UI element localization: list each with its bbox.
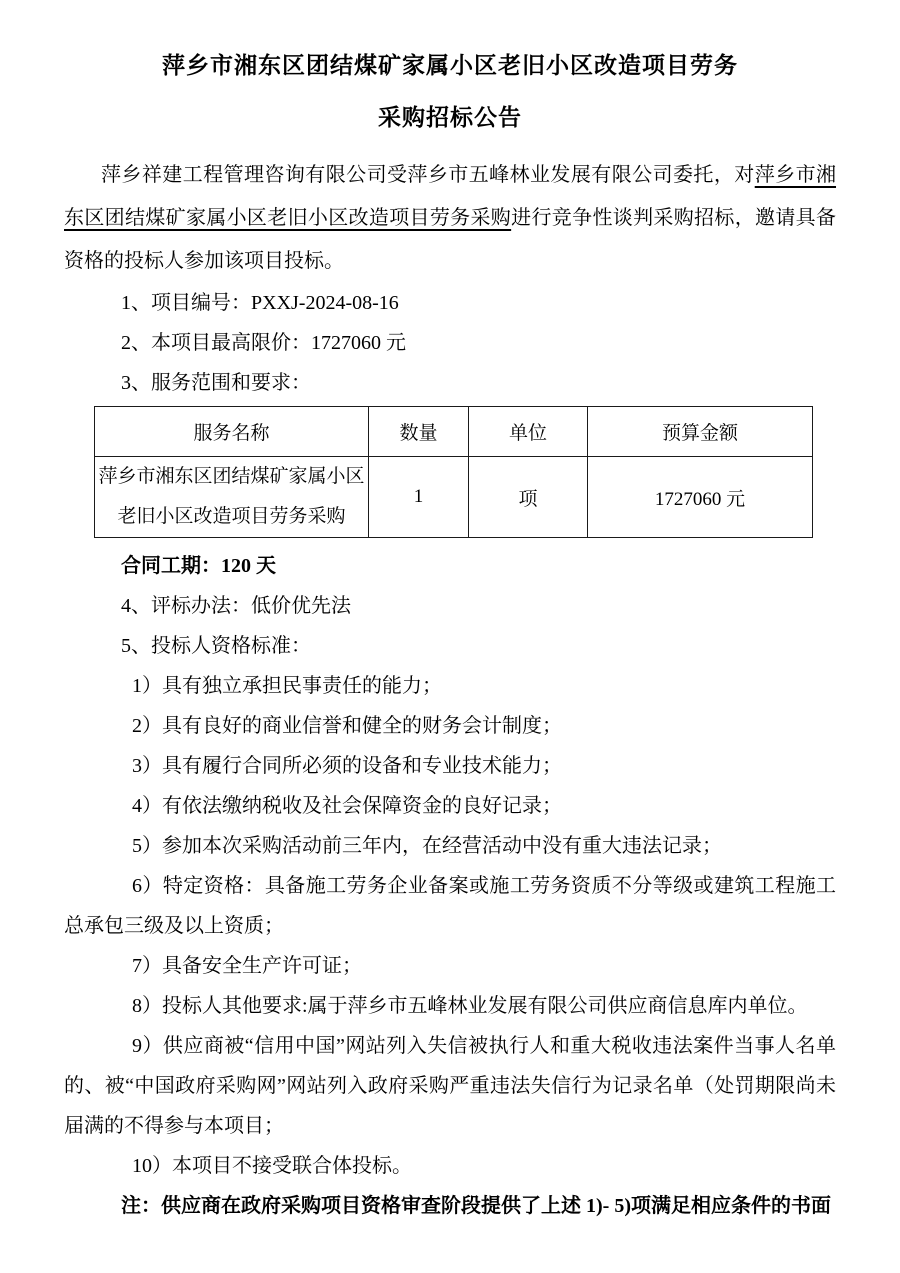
intro-paragraph <box>64 154 836 283</box>
qualification-10: 10）本项目不接受联合体投标。 <box>132 1155 412 1177</box>
qualification-4: 4）有依法缴纳税收及社会保障资金的良好记录； <box>132 795 562 817</box>
qualification-6: 6）特定资格：具备施工劳务企业备案或施工劳务资质不分等级或建筑工程施工总承包三级及以上资质； <box>64 875 836 937</box>
cell-service-name: 萍乡市湘东区团结煤矿家属小区老旧小区改造项目劳务采购 <box>95 457 369 538</box>
table-row <box>95 457 813 538</box>
item-evaluation-method: 4、评标办法：低价优先法 <box>121 595 351 617</box>
service-table <box>94 406 813 538</box>
qualification-7: 7）具备安全生产许可证； <box>132 955 362 977</box>
qualification-9: 9）供应商被“信用中国”网站列入失信被执行人和重大税收违法案件当事人名单的、被“中国政府采购网”网站列入政府采购严重违法失信行为记录名单（处罚期限尚未届满的不得参与本项目； <box>64 1035 836 1137</box>
contract-period: 合同工期：120 天 <box>121 555 276 577</box>
underlined-project-name: 萍乡市湘东区团结煤矿家属小区老旧小区改造项目劳务采购 <box>64 164 837 229</box>
table-header-row <box>95 407 813 457</box>
qualification-8: 8）投标人其他要求:属于萍乡市五峰林业发展有限公司供应商信息库内单位。 <box>132 995 808 1017</box>
document-title <box>64 40 836 144</box>
header-service-name: 服务名称 <box>95 407 369 457</box>
cell-quantity: 1 <box>369 457 469 538</box>
cell-unit: 项 <box>469 457 588 538</box>
header-unit: 单位 <box>469 407 588 457</box>
note-paragraph: 注：供应商在政府采购项目资格审查阶段提供了上述 1)- 5)项满足相应条件的书面 <box>121 1195 831 1217</box>
title-line-2: 采购招标公告 <box>378 105 522 130</box>
header-budget: 预算金额 <box>588 407 813 457</box>
item-bidder-qualifications: 5、投标人资格标准： <box>121 635 311 657</box>
qualification-3: 3）具有履行合同所必须的设备和专业技术能力； <box>132 755 562 777</box>
header-quantity: 数量 <box>369 407 469 457</box>
item-max-price: 2、本项目最高限价：1727060 元 <box>121 332 406 354</box>
cell-budget: 1727060 元 <box>588 457 813 538</box>
qualification-2: 2）具有良好的商业信誉和健全的财务会计制度； <box>132 715 562 737</box>
title-line-1: 萍乡市湘东区团结煤矿家属小区老旧小区改造项目劳务 <box>162 53 738 78</box>
intro-text-pre: 萍乡祥建工程管理咨询有限公司受萍乡市五峰林业发展有限公司委托，对 <box>101 164 755 186</box>
qualification-1: 1）具有独立承担民事责任的能力； <box>132 675 442 697</box>
item-service-scope: 3、服务范围和要求： <box>121 372 311 394</box>
item-project-number: 1、项目编号：PXXJ-2024-08-16 <box>121 292 399 314</box>
intro-text-post: 进行竞争性谈判采购招标，邀请具备资格的投标人参加该项目投标。 <box>64 207 837 272</box>
qualification-5: 5）参加本次采购活动前三年内，在经营活动中没有重大违法记录； <box>132 835 722 857</box>
